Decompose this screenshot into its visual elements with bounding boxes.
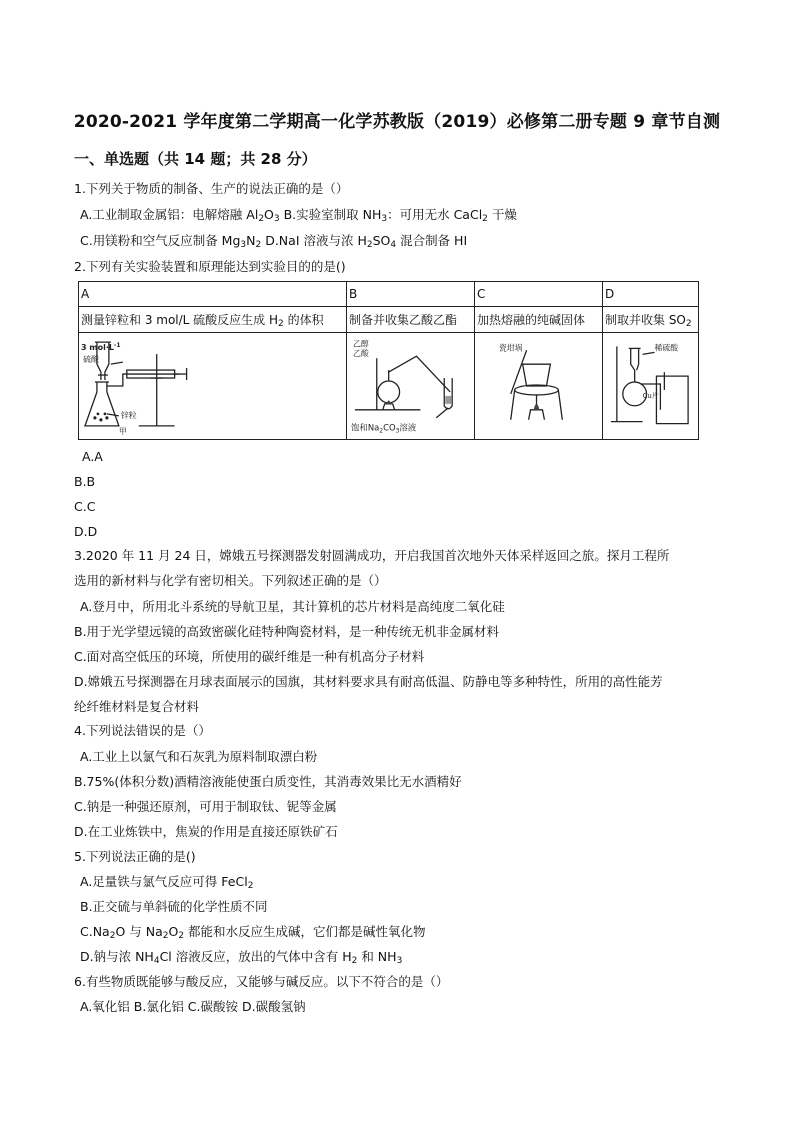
fig-c-crucible-label: 瓷坩埚 [498,343,523,353]
q2-option-b: B.B [74,474,96,489]
fig-a-acid-label: 硫酸 [82,355,99,365]
fig-b-acetic-acid-label: 乙酸 [352,349,369,359]
q4-stem: 4.下列说法错误的是（） [74,723,211,738]
q4-option-d: D.在工业炼铁中，焦炭的作用是直接还原铁矿石 [74,824,338,839]
table-header-a: A [79,282,347,307]
table-header-c: C [475,282,603,307]
q1-options-line2: C.用镁粉和空气反应制备 $Mg_3N_2$ D.NaI 溶液与浓 $H_2SO_4$ 混合制备 HI [80,233,468,250]
fig-b-solution-label: 饱和$Na_2CO_3$溶液 [350,422,417,435]
q2-experiment-table [78,281,699,440]
q5-option-a: A.足量铁与氯气反应可得 FeCl$_2$ [80,874,254,891]
q3-option-b: B.用于光学望远镜的高致密碳化硅特种陶瓷材料，是一种传统无机非金属材料 [74,624,500,639]
purpose-c: 加热熔融的纯碱固体 [475,307,603,333]
q3-stem-line1: 3.2020 年 11 月 24 日，嫦娥五号探测器发射圆满成功，开启我国首次地外天体采样返回之旅。探月工程所 [74,548,670,563]
table-header-d: D [603,282,699,307]
q4-option-b: B.75%(体积分数)酒精溶液能使蛋白质变性，其消毒效果比无水酒精好 [74,774,462,789]
q3-option-a: A.登月中，所用北斗系统的导航卫星，其计算机的芯片材料是高纯度二氧化硅 [80,599,505,614]
q2-option-d: D.D [74,524,98,539]
q5-option-d: D.钠与浓 $NH_4Cl$ 溶液反应，放出的气体中含有 $H_2$ 和 $NH_3$ [80,949,403,966]
q1-options-line1: A.工业制取金属铝：电解熔融 $Al_2O_3$ B.实验室制取 $NH_3$：可用无水 CaCl$_2$ 干燥 [80,207,517,224]
q6-stem: 6.有些物质既能够与酸反应，又能够与碱反应。以下不符合的是（） [74,974,449,989]
table-header-b: B [347,282,475,307]
purpose-a: 测量锌粒和 3 mol/L 硫酸反应生成 $H_2$ 的体积 [79,307,347,333]
purpose-b: 制备并收集乙酸乙酯 [347,307,475,333]
q3-option-d-line2: 纶纤维材料是复合材料 [74,699,200,714]
q4-option-c: C.钠是一种强还原剂，可用于制取钛、铌等金属 [74,799,337,814]
fig-a-acid-concentration-label: 3 $mol\cdot L^{-1}$ [80,342,121,353]
gas-volume-apparatus-figure [79,334,346,438]
ethyl-acetate-apparatus-figure [347,334,474,438]
q2-option-a: A.A [82,449,103,464]
q5-option-c: $C.Na_2O$ 与 $Na_2O_2$ 都能和水反应生成碱，它们都是碱性氧化物 [80,924,426,941]
fig-a-caption: 甲 [118,426,127,436]
q1-stem: 1.下列关于物质的制备、生产的说法正确的是（） [74,181,349,196]
figure-d-cell [603,333,699,440]
so2-collection-figure [603,334,698,438]
q2-stem: 2.下列有关实验装置和原理能达到实验目的的是() [74,259,346,274]
q6-options: A.氧化铝 B.氯化铝 C.碳酸铵 D.碳酸氢钠 [80,999,306,1014]
q5-stem: 5.下列说法正确的是() [74,849,196,864]
q5-option-b: B.正交硫与单斜硫的化学性质不同 [80,899,268,914]
q3-option-c: C.面对高空低压的环境，所使用的碳纤维是一种有机高分子材料 [74,649,425,664]
fig-d-acid-label: 稀硫酸 [654,343,679,353]
section-heading: 一、单选题（共 14 题；共 28 分） [74,150,317,168]
purpose-d: 制取并收集 $SO_2$ [603,307,699,333]
figure-c-cell [475,333,603,440]
q2-option-c: C.C [74,499,96,514]
fig-d-copper-label: Cu片 [642,391,659,400]
figure-a-cell [79,333,347,440]
q3-stem-line2: 选用的新材料与化学有密切相关。下列叙述正确的是（） [74,573,387,588]
crucible-heating-figure [475,334,602,438]
fig-b-ethanol-label: 乙醇 [352,339,369,349]
document-title: 2020-2021 学年度第二学期高一化学苏教版（2019）必修第二册专题 9 章节自测 [73,112,721,132]
q4-option-a: A.工业上以氯气和石灰乳为原料制取漂白粉 [80,749,318,764]
figure-b-cell [347,333,475,440]
q3-option-d-line1: D.嫦娥五号探测器在月球表面展示的国旗，其材料要求具有耐高低温、防静电等多种特性，所用的高性能芳 [74,674,663,689]
fig-a-zinc-label: 锌粒 [120,410,137,420]
